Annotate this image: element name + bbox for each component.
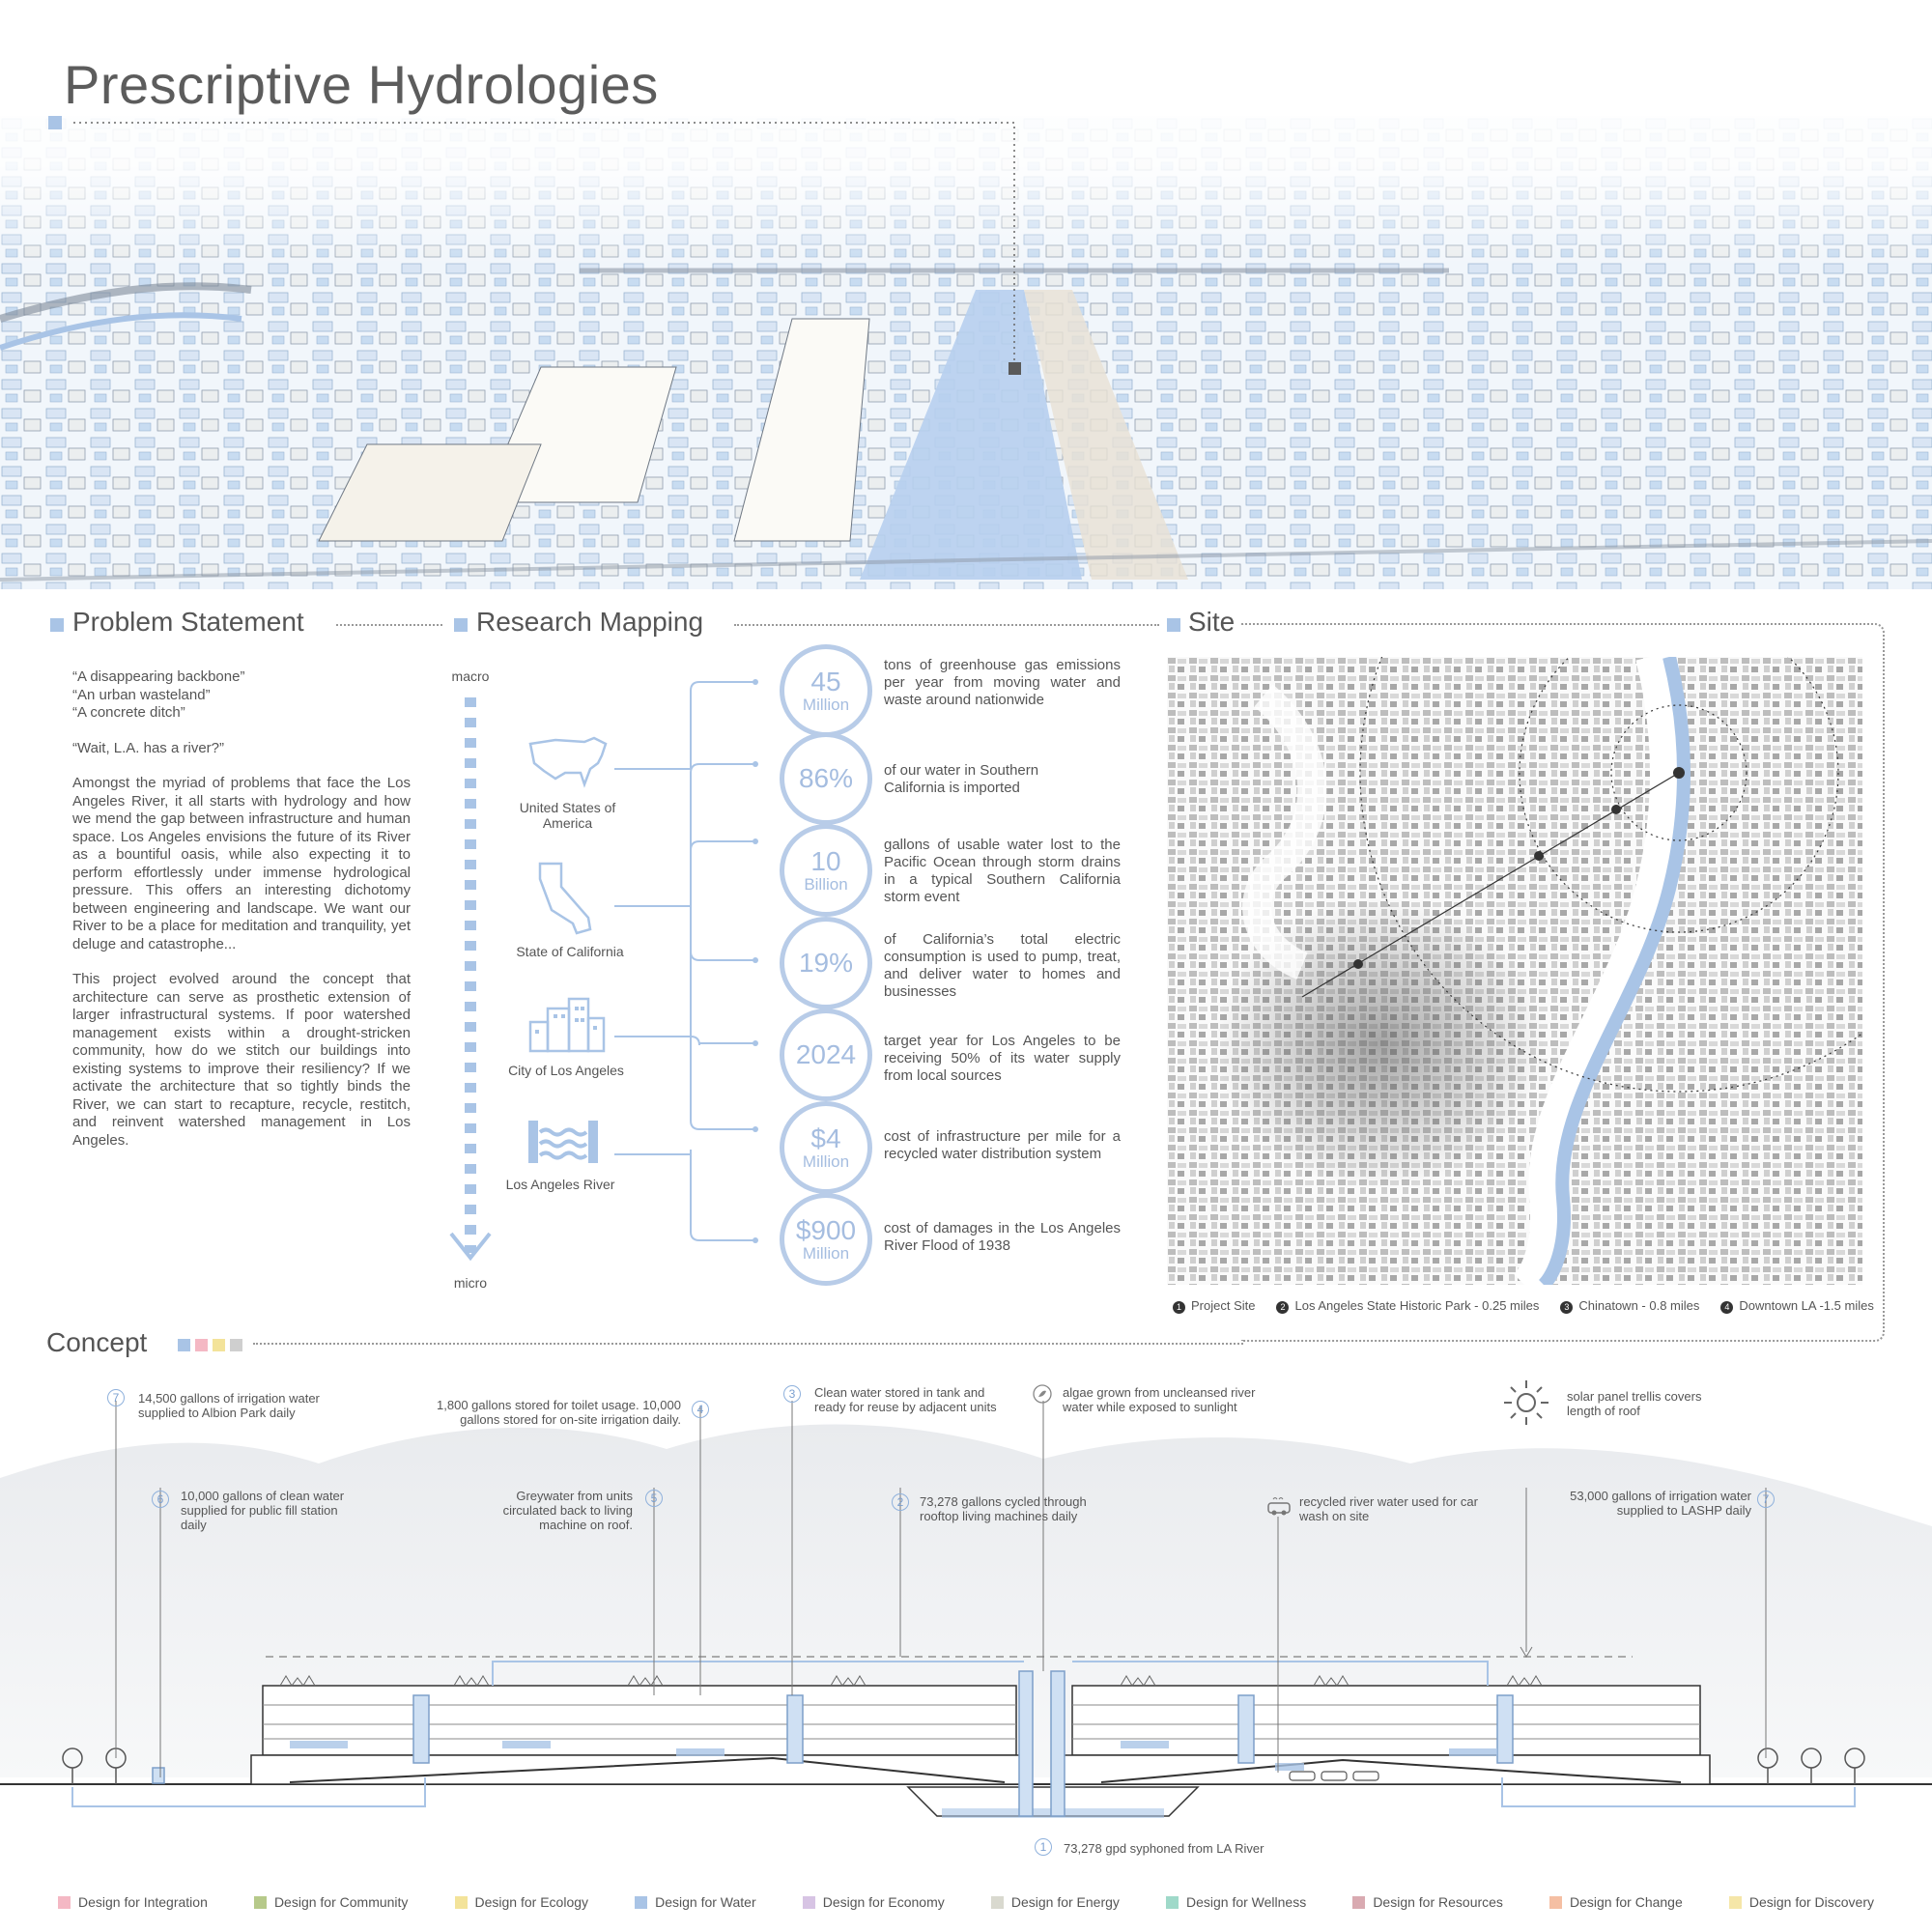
site-map	[1167, 657, 1862, 1285]
quote-1: “A disappearing backbone”	[72, 668, 245, 685]
annotation-solar-trellis: solar panel trellis covers length of roof	[1567, 1389, 1702, 1418]
concept-swatch-energy	[230, 1339, 242, 1351]
annotation-car-wash: recycled river water used for car wash on site	[1299, 1494, 1478, 1523]
legend-wellness	[1166, 1894, 1306, 1910]
stat-circle-2	[780, 732, 872, 825]
site-legend-label-1: Project Site	[1191, 1298, 1256, 1313]
algae-leaf-icon	[1032, 1383, 1053, 1409]
legend-economy	[803, 1894, 945, 1910]
annotation-toilet-storage: 1,800 gallons stored for toilet usage. 10,000 gallons stored for on-site irrigation daily.	[437, 1398, 681, 1427]
legend-label: Design for Energy	[1010, 1894, 1120, 1910]
stat-value-6: $4	[810, 1123, 841, 1153]
stat-unit-6: Million	[802, 1152, 850, 1171]
stat-unit-1: Million	[802, 696, 850, 714]
concept-swatches	[178, 1339, 242, 1351]
stat-desc-2: of our water in Southern California is imported	[884, 762, 1039, 796]
site-section-heading: Site	[1188, 607, 1236, 637]
legend-label: Design for Integration	[78, 1894, 208, 1910]
stat-desc-1: tons of greenhouse gas emissions per year from moving water and waste around nationwide	[884, 657, 1121, 708]
stat-circle-4	[780, 917, 872, 1009]
legend-label: Design for Wellness	[1185, 1894, 1307, 1910]
stat-desc-3: gallons of usable water lost to the Pacific Ocean through storm drains in a typical Southern California storm event	[884, 837, 1121, 905]
legend-swatch	[1352, 1896, 1365, 1909]
legend-label: Design for Discovery	[1748, 1894, 1874, 1910]
stat-value-7: $900	[795, 1215, 857, 1245]
level-usa-label: United States of America	[519, 800, 616, 831]
stat-circle-1	[780, 644, 872, 737]
stat-unit-7: Million	[802, 1244, 850, 1263]
scale-micro-label: micro	[453, 1275, 488, 1291]
concept-swatch-water	[178, 1339, 190, 1351]
legend-label: Design for Economy	[822, 1894, 945, 1910]
concept-section-heading: Concept	[46, 1327, 148, 1357]
legend-swatch	[635, 1896, 647, 1909]
concept-num-7-left: 7	[107, 1389, 125, 1406]
legend-swatch	[455, 1896, 468, 1909]
stat-circle-6	[780, 1101, 872, 1194]
site-section-marker	[1167, 618, 1180, 637]
annotation-albion-park: 14,500 gallons of irrigation water supplied to Albion Park daily	[138, 1391, 320, 1420]
legend-swatch	[1729, 1896, 1742, 1909]
sun-icon	[1502, 1378, 1550, 1432]
concept-swatch-ecology	[213, 1339, 225, 1351]
stat-desc-5: target year for Los Angeles to be receiving 50% of its water supply from local sources	[884, 1033, 1121, 1084]
site-legend-item-4	[1720, 1298, 1873, 1314]
site-legend	[1173, 1298, 1874, 1314]
concept-swatch-integration	[195, 1339, 208, 1351]
site-legend-num-3: 3	[1560, 1301, 1573, 1314]
annotation-clean-tank: Clean water stored in tank and ready for reuse by adjacent units	[814, 1385, 997, 1414]
car-wash-icon	[1265, 1495, 1293, 1521]
legend-swatch	[803, 1896, 815, 1909]
legend-label: Design for Water	[655, 1894, 756, 1910]
problem-paragraph-1: Amongst the myriad of problems that face the Los Angeles River, it all starts with hydrology and how we mend the gap between infrastructure and human space. Los Angeles envisions the future of its River as a bountiful oasis, while also expecting it to perform effortlessly under immense hydrological pressure. This offers an interesting dichotomy between engineering and landscape. We want our River to be a place for meditation and tranquility, yet deluge and catastrophe...	[72, 775, 411, 952]
concept-num-4: 4	[692, 1401, 709, 1418]
stat-value-3: 10	[810, 846, 841, 876]
site-legend-num-2: 2	[1276, 1301, 1289, 1314]
legend-swatch	[58, 1896, 71, 1909]
site-legend-num-4: 4	[1720, 1301, 1733, 1314]
stat-value-5: 2024	[795, 1039, 857, 1069]
legend-resources	[1352, 1894, 1503, 1910]
problem-paragraph-2: This project evolved around the concept that architecture can serve as prosthetic extension of larger infrastructural systems. If poor watershed management exists within a drought-stricken community, how do we stitch our buildings into existing systems to improve their resiliency? If we activate the architecture that so tightly binds the River, we can start to recapture, recycle, restitch, and reinvent watershed management in Los Angeles.	[72, 971, 411, 1149]
concept-num-5: 5	[645, 1490, 663, 1507]
site-legend-label-2: Los Angeles State Historic Park - 0.25 miles	[1294, 1298, 1540, 1313]
level-city-label: City of Los Angeles	[508, 1063, 624, 1078]
stat-circle-5	[780, 1009, 872, 1101]
stat-desc-7: cost of damages in the Los Angeles River Flood of 1938	[884, 1220, 1121, 1254]
site-legend-num-1: 1	[1173, 1301, 1185, 1314]
legend-water	[635, 1894, 756, 1910]
legend-swatch	[254, 1896, 267, 1909]
legend-swatch	[1166, 1896, 1179, 1909]
legend-energy	[991, 1894, 1120, 1910]
research-section-marker	[454, 618, 468, 637]
quote-3: “A concrete ditch”	[72, 704, 185, 721]
usa-map-icon	[526, 734, 610, 793]
legend-community	[254, 1894, 409, 1910]
legend-swatch	[1549, 1896, 1562, 1909]
annotation-living-machines: 73,278 gallons cycled through rooftop living machines daily	[920, 1494, 1087, 1523]
macro-micro-scale-arrow	[446, 688, 495, 1267]
site-legend-item-1	[1173, 1298, 1255, 1314]
stat-desc-6: cost of infrastructure per mile for a recycled water distribution system	[884, 1128, 1121, 1162]
legend-label: Design for Community	[273, 1894, 409, 1910]
stat-value-4: 19%	[798, 948, 854, 978]
concept-num-2: 2	[892, 1493, 909, 1511]
quote-question: “Wait, L.A. has a river?”	[72, 739, 224, 756]
page-title: Prescriptive Hydrologies	[64, 54, 659, 115]
research-section-heading: Research Mapping	[476, 607, 704, 637]
legend-change	[1549, 1894, 1683, 1910]
concept-num-3: 3	[783, 1385, 801, 1403]
research-heading-rule	[734, 624, 1159, 626]
stat-value-1: 45	[810, 667, 841, 696]
problem-statement-body	[72, 668, 411, 1150]
site-legend-label-4: Downtown LA -1.5 miles	[1739, 1298, 1874, 1313]
stat-desc-4: of California’s total electric consumption is used to pump, treat, and deliver water to homes and businesses	[884, 931, 1121, 1000]
california-map-icon	[534, 860, 602, 942]
stat-circle-3	[780, 824, 872, 917]
concept-num-6: 6	[152, 1491, 169, 1508]
problem-section-marker	[50, 618, 64, 637]
level-california-label: State of California	[516, 944, 624, 959]
annotation-la-river-syphon: 73,278 gpd syphoned from LA River	[1064, 1841, 1264, 1856]
stat-value-2: 86%	[798, 763, 854, 793]
river-channel-icon	[526, 1119, 600, 1170]
site-legend-item-2	[1276, 1298, 1539, 1314]
site-legend-item-3	[1560, 1298, 1699, 1314]
legend-swatch	[991, 1896, 1004, 1909]
site-legend-label-3: Chinatown - 0.8 miles	[1578, 1298, 1700, 1313]
problem-section-heading: Problem Statement	[72, 607, 304, 637]
legend-label: Design for Resources	[1373, 1894, 1503, 1910]
city-buildings-icon	[526, 995, 608, 1058]
annotation-algae: algae grown from uncleansed river water while exposed to sunlight	[1063, 1385, 1256, 1414]
problem-heading-rule	[336, 624, 442, 626]
title-marker	[48, 116, 62, 134]
legend-discovery	[1729, 1894, 1874, 1910]
legend-label: Design for Change	[1570, 1894, 1683, 1910]
concept-num-1: 1	[1035, 1838, 1052, 1856]
research-connector-lines	[609, 667, 782, 1270]
level-river-label: Los Angeles River	[505, 1177, 615, 1192]
annotation-greywater: Greywater from units circulated back to living machine on roof.	[502, 1489, 633, 1532]
quote-2: “An urban wasteland”	[72, 686, 211, 703]
concept-heading-rule	[253, 1343, 1243, 1345]
annotation-fill-station: 10,000 gallons of clean water supplied for public fill station daily	[181, 1489, 345, 1532]
concept-section-drawing	[0, 1372, 1932, 1864]
scale-macro-label: macro	[451, 668, 490, 684]
stat-unit-3: Billion	[804, 875, 848, 894]
legend-ecology	[455, 1894, 589, 1910]
design-category-legend	[58, 1894, 1874, 1910]
legend-integration	[58, 1894, 208, 1910]
concept-num-7-right: 7	[1757, 1491, 1775, 1508]
stat-circle-7	[780, 1193, 872, 1286]
annotation-lashp: 53,000 gallons of irrigation water supplied to LASHP daily	[1570, 1489, 1751, 1518]
legend-label: Design for Ecology	[474, 1894, 589, 1910]
